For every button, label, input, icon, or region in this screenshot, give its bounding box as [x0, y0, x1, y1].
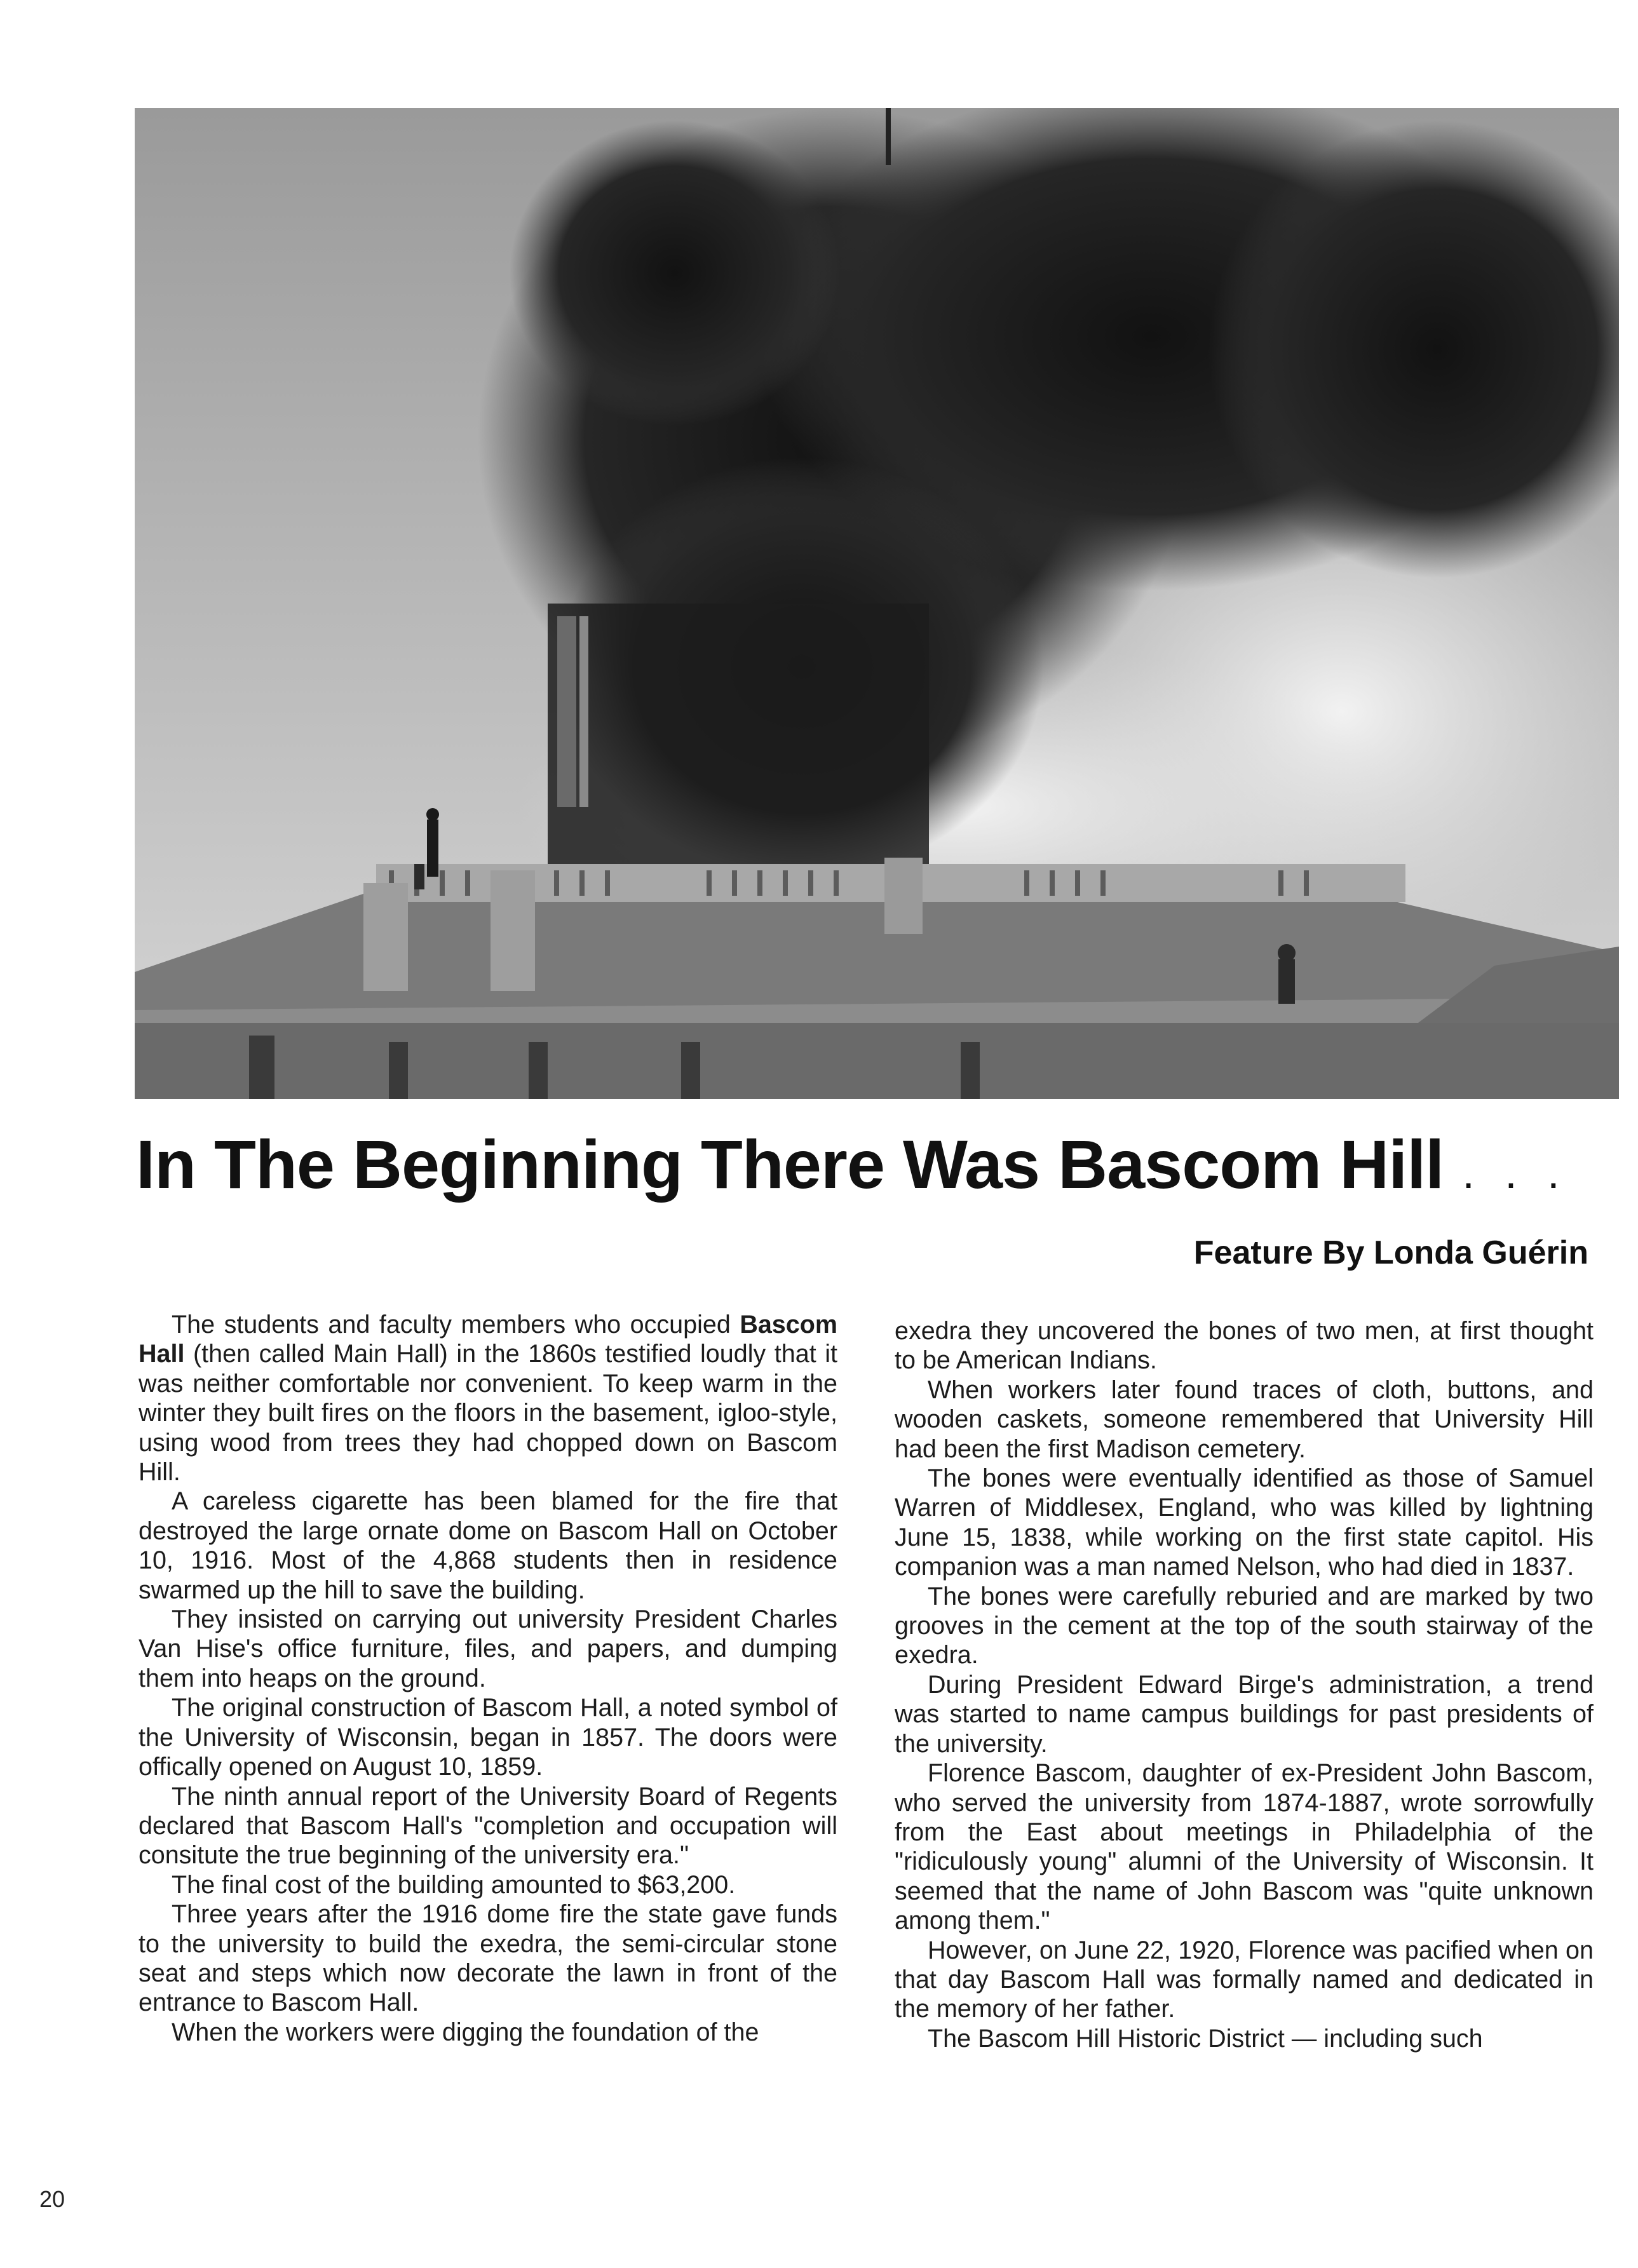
left-paragraph-2: A careless cigarette has been blamed for the fire that destroyed the large ornate dome on Bascom Hall on October 10, 1916. Most of the 4,868 students then in residence swarmed up the hill to save the building. — [139, 1487, 837, 1604]
left-p1-bold: Bascom Hall — [139, 1311, 837, 1368]
article-title-text: In The Beginning There Was Bascom Hill — [136, 1126, 1444, 1203]
right-paragraph-0: exedra they uncovered the bones of two men, at first thought to be American Indians. — [895, 1317, 1594, 1375]
right-paragraph-2: The bones were eventually identified as those of Samuel Warren of Middlesex, England, who was killed by lightning June 15, 1838, while working on the first state capitol. His companion was a man named Nelson, who had died in 1837. — [895, 1464, 1594, 1581]
right-paragraph-7: The Bascom Hill Historic District — including such — [928, 2024, 1483, 2053]
left-paragraph-6: The final cost of the building amounted to $63,200. — [172, 1870, 736, 1899]
right-paragraph-1: When workers later found traces of cloth, buttons, and wooden caskets, someone remembered that University Hill had been the first Madison cemetery. — [895, 1375, 1594, 1463]
left-paragraph-8: When the workers were digging the foundation of the — [172, 2018, 759, 2046]
article-byline: Feature By Londa Guérin — [1193, 1234, 1588, 1271]
left-column — [139, 1310, 837, 2047]
left-paragraph-3: They insisted on carrying out university President Charles Van Hise's office furniture, files, and papers, and dumping them into heaps on the ground. — [139, 1605, 837, 1692]
page-number: 20 — [39, 2186, 65, 2212]
photo-drawing — [135, 108, 1619, 1099]
left-paragraph-1 — [139, 1310, 837, 1487]
article-title — [136, 1123, 1597, 1214]
left-p1-start: The students and faculty members who occupied — [172, 1311, 740, 1339]
right-paragraph-5: Florence Bascom, daughter of ex-President John Bascom, who served the university from 1874-1887, wrote sorrowfully from the East about meetings in Philadelphia of the "ridiculously young" alumni of the University of Wisconsin. It seemed that the name of John Bascom was "quite unknown among them." — [895, 1759, 1594, 1935]
left-paragraph-7: Three years after the 1916 dome fire the state gave funds to the university to build the exedra, the semi-circular stone seat and steps which now decorate the lawn in front of the entrance to Bascom Hall. — [139, 1900, 837, 2017]
bascom-hall-fire-photo — [135, 108, 1619, 1099]
left-p1-rest: (then called Main Hall) in the 1860s testified loudly that it was neither comfortable nor convenient. To keep warm in the winter they built fires on the floors in the basement, igloo-style, using wood from trees they had chopped down on Bascom Hill. — [139, 1340, 837, 1487]
right-paragraph-6: However, on June 22, 1920, Florence was pacified when on that day Bascom Hall was formally named and dedicated in the memory of her father. — [895, 1936, 1594, 2023]
left-paragraph-5: The ninth annual report of the University Board of Regents declared that Bascom Hall's "completion and occupation will consitute the true beginning of the university era." — [139, 1782, 837, 1870]
right-column — [895, 1316, 1594, 2053]
title-ellipsis: . . . — [1462, 1148, 1569, 1198]
left-paragraph-4: The original construction of Bascom Hall, a noted symbol of the University of Wisconsin, began in 1857. The doors were offically opened on August 10, 1859. — [139, 1694, 837, 1781]
right-paragraph-3: The bones were carefully reburied and are marked by two grooves in the cement at the top of the south stairway of the exedra. — [895, 1582, 1594, 1670]
right-paragraph-4: During President Edward Birge's administration, a trend was started to name campus buildings for past presidents of the university. — [895, 1670, 1594, 1758]
